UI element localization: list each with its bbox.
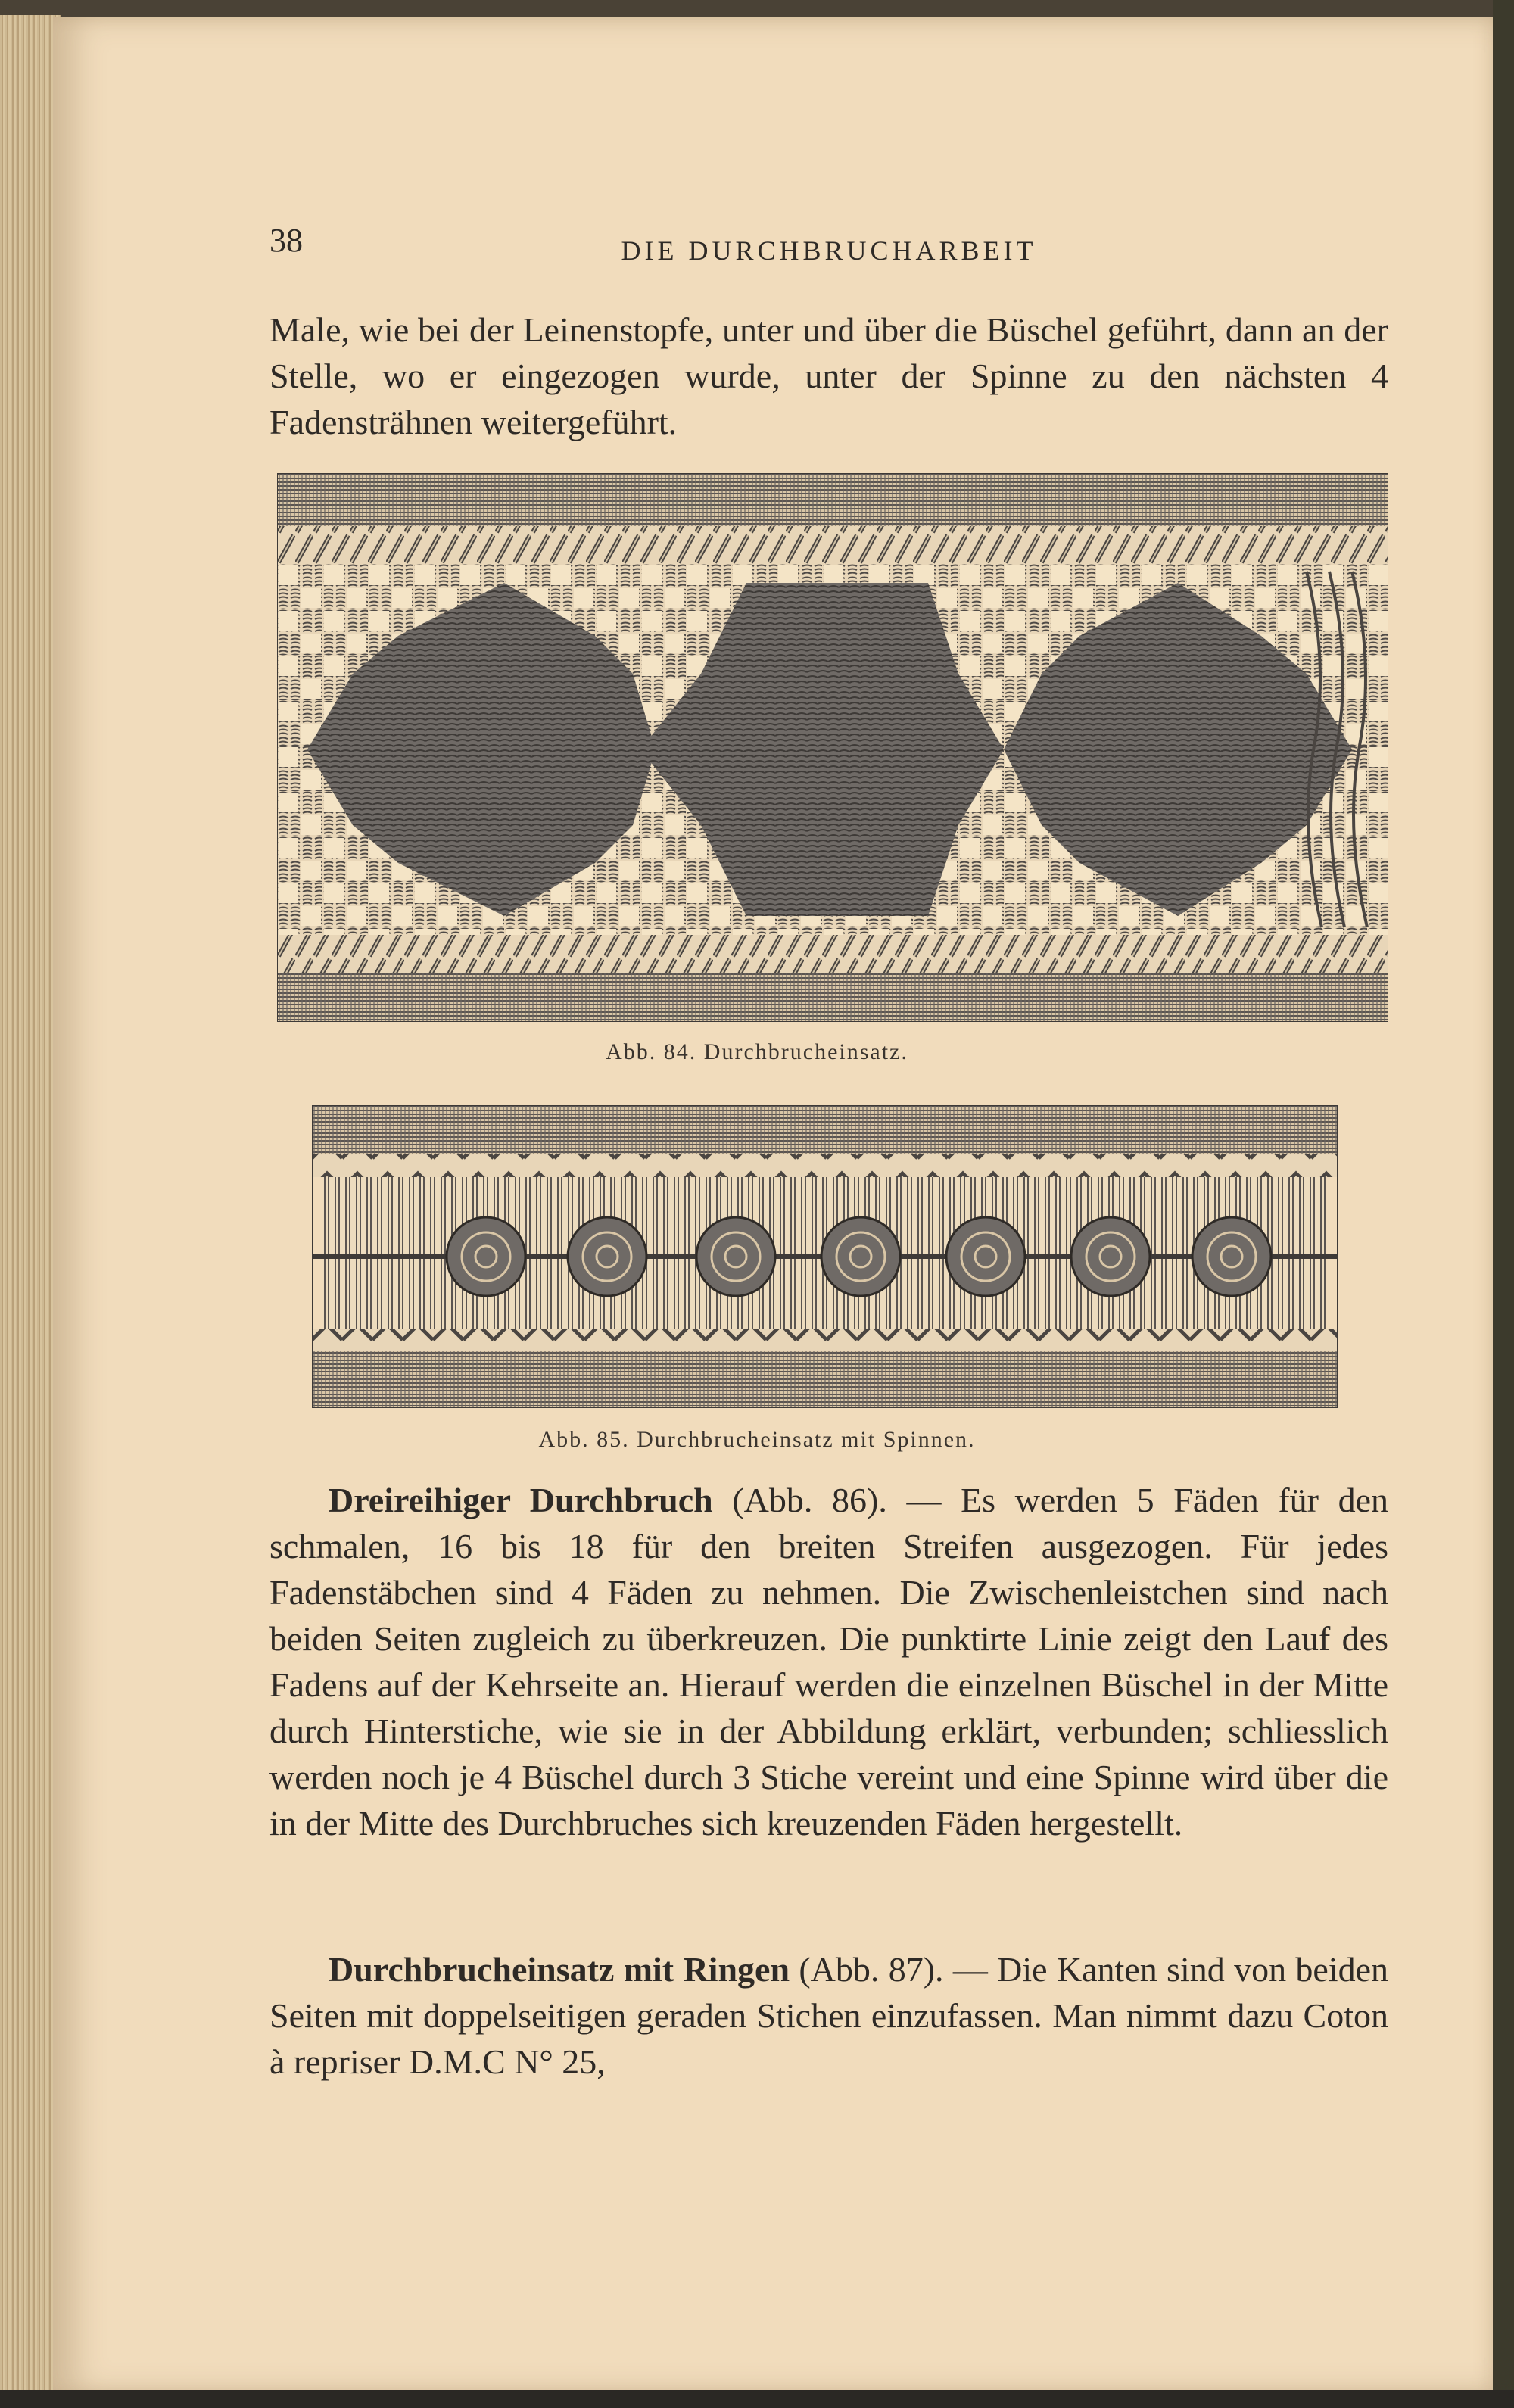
- page-header: [269, 221, 1388, 274]
- section-dreireihig-heading: Dreireihiger Durchbruch: [329, 1481, 713, 1519]
- figure-84-caption: Abb. 84. Durchbrucheinsatz.: [606, 1039, 908, 1064]
- figure-85-illustration: [312, 1105, 1338, 1408]
- section-ringe-paragraph: [269, 1946, 1388, 2085]
- intro-paragraph: [269, 307, 1388, 445]
- figure-84-illustration: [277, 473, 1388, 1022]
- page-number: 38: [269, 222, 303, 259]
- figure-85-caption: Abb. 85. Durchbrucheinsatz mit Spinnen.: [538, 1427, 976, 1452]
- section-ringe-text: (Abb. 87). — Die Kanten sind von beiden Seiten mit doppelseitigen geraden Stichen einzufassen. Man nimmt dazu Coton à repriser D.M.C N° 25,: [269, 1950, 1388, 2081]
- section-dreireihiger-durchbruch: [269, 1477, 1388, 1846]
- cover-bottom-edge: [0, 2390, 1514, 2408]
- section-ringe-heading: Durchbrucheinsatz mit Ringen: [329, 1950, 790, 1989]
- section-dreireihig-paragraph: [269, 1477, 1388, 1846]
- page-stack-edge: [0, 15, 61, 2400]
- section-durchbrucheinsatz-ringe: [269, 1946, 1388, 2085]
- cover-right-edge: [1493, 0, 1514, 2408]
- intro-text: Male, wie bei der Leinenstopfe, unter und über die Büschel geführt, dann an der Stelle, wo er eingezogen wurde, unter der Spinne zu den nächsten 4 Fadensträhnen weitergeführt.: [269, 310, 1388, 441]
- section-dreireihig-text: (Abb. 86). — Es werden 5 Fäden für den schmalen, 16 bis 18 für den breiten Streifen ausgezogen. Für jedes Fadenstäbchen sind 4 Fäden zu nehmen. Die Zwischenleistchen sind nach beiden Seiten zugleich zu überkreuzen. Die punktirte Linie zeigt den Lauf des Fadens auf der Kehrseite an. Hierauf werden die einzelnen Büschel in der Mitte durch Hinterstiche, wie sie in der Abbildung erklärt, verbunden; schliesslich werden noch je 4 Büschel durch 3 Stiche vereint und eine Spinne wird über die in der Mitte des Durchbruches sich kreuzenden Fäden hergestellt.: [269, 1481, 1389, 1843]
- running-title: DIE DURCHBRUCHARBEIT: [621, 235, 1037, 266]
- cover-top-edge: [0, 0, 1514, 17]
